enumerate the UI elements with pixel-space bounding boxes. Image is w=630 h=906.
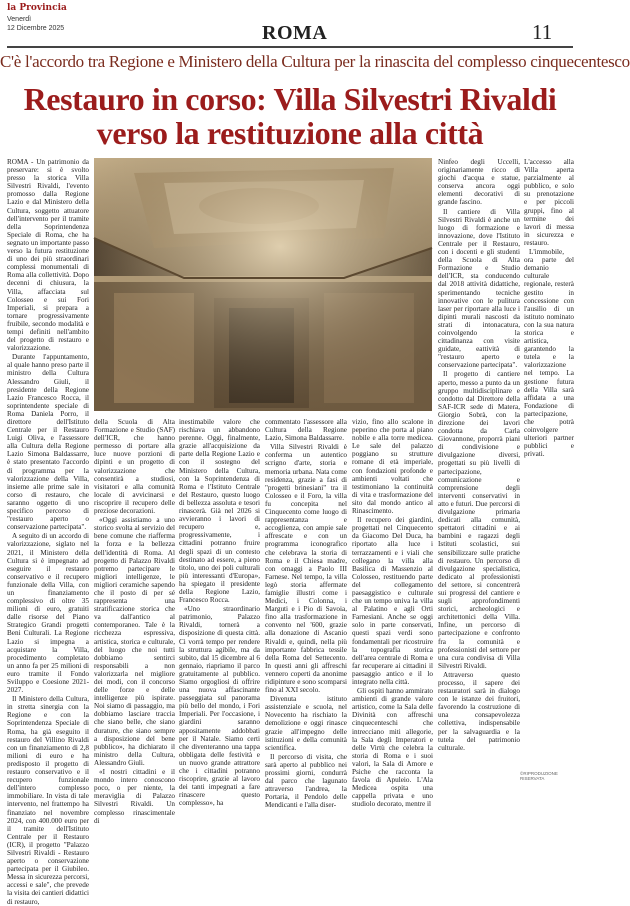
copyright-note: ©RIPRODUZIONE RISERVATA <box>520 771 558 781</box>
paragraph: vizio, fino allo scalone in peperino che porta al piano nobile e alla torre medicea. Le sale del palazzo poggiano su strutture romane di età imperiale, con fondazioni profonde e ambienti voltati che testimoniano la continuità di vita e trasformazione del sito dal mondo antico al Rinascimento. <box>352 418 433 516</box>
title-line-1: Restauro in corso: Villa Silvestri Rivaldi <box>23 81 557 117</box>
paragraph: L'accesso alla Villa aperta parzialmente al pubblico, e solo su prenotazione e per piccoli gruppi, fino al termine dei lavori di messa in sicurezza e restauro. <box>524 158 574 247</box>
paragraph: Il percorso di visita, che sarà aperto al pubblico nei prossimi giorni, condurrà dal parco che lagunato attraverso l'andrea, la Portaria, il Pendolo delle Mendicanti e l'alla diser- <box>265 752 347 810</box>
paragraph: «Uno straordinario patrimonio, Palazzo Rivaldi, tornerà a disposizione di questa città. Ci vorrà tempo per rendere la struttura agibile, ma da subito, dal 15 dicembre al 6 gennaio, riapriamo il parco gratuitamente al pubblico. Siamo orgogliosi di offrire una nuova affascinante passeggiata sul panorama più bello del mondo, i Fori Imperiali. Per l'occasione, i giardini saranno appositamente addobbati per il Natale. Siamo certi che diventeranno una tappa obbligata delle festività e un nuovo grande attrattore che i cittadini potranno riscoprire, grazie al lavoro dei tanti impegnati a fare rinascere questo complesso», ha <box>179 605 260 808</box>
section-name: ROMA <box>262 22 328 44</box>
paragraph: della Scuola di Alta Formazione e Studio (SAF) dell'ICR, che hanno permesso di portare alla luce nuove porzioni di dipinti e un progetto di valorizzazione che consentirà a studiosi, visitatori e alla comunità locale di avvicinarsi e riscoprire il recupero delle preziose decorazioni. <box>94 418 175 516</box>
text-column-6 <box>438 158 520 776</box>
paragraph: ROMA - Un patrimonio da preservare: si è svolto presso la storica Villa Silvestri Rivaldi, l'evento promosso dalla Regione Lazio e dal Ministero della Cultura, soggetto attuatore dell'intervento per il tramite della Soprintendenza Speciale di Roma, che ha segnato un importante passo verso la futura restituzione di uno dei più straordinari complessi monumentali di Roma alla collettività. Dopo decenni di chiusura, la Villa, affacciata sul Colosseo e sui Fori Imperiali, si prepara a tornare progressivamente fruibile, secondo modalità e tempi definiti nell'ambito del progetto di restauro e valorizzazione. <box>7 158 89 353</box>
paragraph: «I nostri cittadini e il mondo intero conoscono poco, o per niente, la meraviglia di Palazzo Silvestri Rivaldi. Un complesso rinascimentale di <box>94 768 175 825</box>
paragraph: Il recupero dei giardini, progettati nel Cinquecento da Giacomo Del Duca, ha riportato alla luce i terrazzamenti e i viali che collegano la villa alla Basilica di Massenzio al Colosseo, restituendo parte del collegamento paesaggistico e culturale che un tempo univa la villa al Palatino e agli Orti Farnesiani. Anche se oggi solo in parte conservati, questi spazi verdi sono fondamentali per ricostruire la topografia storica dell'area centrale di Roma e far recuperare ai cittadini il paesaggio antico e il lo integrato nella città. <box>352 516 433 686</box>
paragraph: Durante l'appuntamento, al quale hanno preso parte il ministro della Cultura Alessandro Giuli, il presidente della Regione Lazio Francesco Rocca, il soprintendente speciale di Roma Daniela Porro, il direttore dell'Istituto Centrale per il Restauro Luigi Oliva, e l'assessore alla Cultura della Regione Lazio Simona Baldassarre, è stato presentato l'accordo di programma per la valorizzazione della Villa, insieme alle prime sale in corso di restauro, che saranno oggetto di uno specifico percorso di "restauro aperto o conservazione partecipata". <box>7 353 89 532</box>
paragraph: L'immobile, ora parte del demanio culturale regionale, resterà gestito in concessione con l'ausilio di un istituto nominato con la sua natura storica e artistica, garantendo la tutela e la valorizzazione nel tempo. La gestione futura della Villa sarà affidata a una Fondazione di partecipazione, che potrà coinvolgere ulteriori partner pubblici e privati. <box>524 248 574 459</box>
paragraph: «Oggi assistiamo a uno storico svolta al servizio del bene comune che riafferma la forza e la bellezza dell'identità di Roma. Al progetto di Palazzo Rivaldi potremo partecipare le migliori intelligenze, le migliori ceramiche sapendo che il posto di per sé rappresenta una stratificazione storica che va dall'antico al contemporaneo. Tale è la ricchezza espressiva, artistica, storica e culturale, del luogo che noi tutti dobbiamo sentirci responsabili a non valorizzarla nel migliore dei modi, con il concorso delle forze e delle intelligenze più ispirate. Noi siamo di passaggio, ma dobbiamo lasciare traccia che siano belle, che siano durature, che siano sempre a disposizione del bene pubblico», ha dichiarato il ministro della Cultura, Alessandro Giuli. <box>94 516 175 767</box>
ceiling-fresco-photo <box>94 158 432 411</box>
paragraph: Gli ospiti hanno ammirato ambienti di grande valore artistico, come la Sala delle Divinità con affreschi cinquecenteschi che intrecciano miti allegorie, la Sala degli Imperatori e delle Virtù che celebra la storia di Roma e i suoi valori, la Sala di Amore e Psiche che racconta la favola di Apuleio. L'Ala Medicea ospita una cappella privata e uno studiolo decorato, mentre il <box>352 687 433 809</box>
article-photo <box>94 158 432 411</box>
header-rule <box>7 46 573 48</box>
paragraph: A seguito di un accordo di valorizzazione, siglato nel 2021, il Ministero della Cultura si è impegnato ad eseguire il restauro conservativo e il recupero funzionale della Villa, con un finanziamento complessivo di oltre 35 milioni di euro, gratuiti dalle risorse del Piano Strategico Grandi progetti Beni Culturali. La Regione Lazio si impegna a acquistare la Villa, procedimento completato un anno fa per 25 milioni di euro tramite il Fondo Sviluppo e Coesione 2021-2027. <box>7 532 89 695</box>
text-column-3 <box>179 418 260 808</box>
paragraph: commentato l'assessore alla Cultura della Regione Lazio, Simona Baldassarre. <box>265 418 347 443</box>
paragraph: Ninfeo degli Uccelli, originariamente ricco di giochi d'acqua e statue, conserva ancora oggi elementi decorativi di grande fascino. <box>438 158 520 207</box>
text-column-7 <box>524 158 574 768</box>
issue-date <box>7 15 64 33</box>
text-column-2 <box>94 418 175 825</box>
paragraph: Il cantiere di Villa Silvestri Rivaldi è anche un luogo di formazione e innovazione, dove l'Istituto Centrale per il Restauro, con i docenti e gli studenti della Scuola di Alta Formazione e Studio dell'ICR, sta conducendo dal 2018 attività didattiche, sperimentando tecniche innovative con le pulitura laser per riportare alla luce i dipinti murali nascosti da strati di intonacatura, coinvolgendo la cittadinanza con visite guidate, eattività di "restauro aperto e conservazione partecipata". <box>438 207 520 370</box>
paragraph: Il progetto di cantiere aperto, messo a punto da un gruppo multidisciplinare e condotto dal Direttore della SAF-ICR sede di Matera, Giorgio Sobrà, con la direzione dei lavori condotta da Carla Giovannone, proporrà piani di condivisione e divulgazione diversi, progettati su più livelli di partecipazione, comunicazione e comprensione degli interventi conservativi in atto e futuri. Due percorsi di divulgazione primaria dedicati alla comunità, spettatori cittadini e ai bambini e ragazzi degli Istituti scolastici, sui sensibilizzare sulle pratiche di restauro. Un percorso di divulgazione specialistica, dedicato al professionisti del settore, si concentrerà sui progressi del cantiere e sugli approfondimenti storici, archeologici e architettonici della Villa. Infine, un percorso di partecipazione e confronto fra la comunità e professionisti del settore per una cura condivisa di Villa Silvestri Rivaldi. <box>438 370 520 670</box>
article-title <box>0 82 580 150</box>
page-header <box>0 0 580 48</box>
paragraph: inestimabile valore che rischiava un abbandono perenne. Oggi, finalmente, grazie all'acquisizione da parte della Regione Lazio e con il sostegno del Ministero della Cultura, con la Soprintendenza di Roma e l'Istituto Centrale del Restauro, questo luogo di bellezza assoluta e tesori rinascerà. Già nel 2026 si avvieranno i lavori di recupero e, progressivamente, i cittadini potranno fruire degli spazi di un contesto destinato ad essere, a pieno titolo, uno dei poli culturali più interessanti d'Europa», ha spiegato il presidente della Regione Lazio, Francesco Rocca. <box>179 418 260 605</box>
text-column-4 <box>265 418 347 810</box>
page-number: 11 <box>532 20 553 44</box>
text-column-1 <box>7 158 89 906</box>
paragraph: Villa Silvestri Rivaldi è conferma un autentico scrigno d'arte, storia e memoria urbana. Nata come residenza, grazie a fasi di "progetti brinesiani" tra il Colosseo e il Foro, la villa fu concepita nel Cinquecento come luogo di rappresentanza e accoglienza, con ampie sale affrescate e con un programma iconografico che celebrava la storia di Roma e il Chiesa madre, con omaggi a Paolo III Farnese. Nel tempo, la villa legò storia affermate famiglie illustri come i Medici, i Colonna, i Marguti e i Pio di Savoia, fino alla trasformazione in convento nel '600, grazie alla donazione di Ascanio Rivaldi e, quindi, nella più importante fabbrica tessile della Roma del Settecento. In questi anni gli affreschi vennero coperti da anonime ridipinture e sono scomparsi fino al XXI secolo. <box>265 443 347 695</box>
title-line-2: verso la restituzione alla città <box>96 115 484 151</box>
newspaper-masthead: la Provincia <box>7 3 67 13</box>
paragraph: Attraverso questo processo, il sapere dei restauratori sarà in dialogo con le istanze dei fruitori, favorendo la costruzione di una consapevolezza collettiva, indispensabile per la salvaguardia e la tutela del patrimonio culturale. <box>438 670 520 752</box>
issue-day: 12 Dicembre 2025 <box>7 25 65 32</box>
paragraph: Divenuta istituto assistenziale e scuola, nel Novecento ha rischiato la demolizione e oggi rinasce grazie all'impegno delle istituzioni e della comunità scientifica. <box>265 695 347 752</box>
text-column-5 <box>352 418 433 809</box>
article-kicker: C'è l'accordo tra Regione e Ministero della Cultura per la rinascita del complesso cinquecentesco <box>0 52 630 71</box>
issue-weekday: Venerdì <box>7 16 32 23</box>
paragraph: Il Ministero della Cultura, in stretta sinergia con la Regione e con la Soprintendenza Speciale di Roma, ha già eseguito il restauro del Villino Rivaldi con un finanziamento di 2,8 milioni di euro e ha predisposto il progetto di restauro conservativo e il recupero funzionale dell'intero complesso immobiliare. In vista di tale intervento, nel frattempo ha finanziato nel novembre 2024, con 400.000 euro per il tramite dell'Istituto Centrale per il Restauro (ICR), il progetto "Palazzo Silvestri Rivaldi - Restauro aperto o conservazione partecipata per il Giubileo. Messa in sicurezza percorsi, accessi e sale", che prevede la visita dei cantieri didattici di restauro, <box>7 695 89 906</box>
